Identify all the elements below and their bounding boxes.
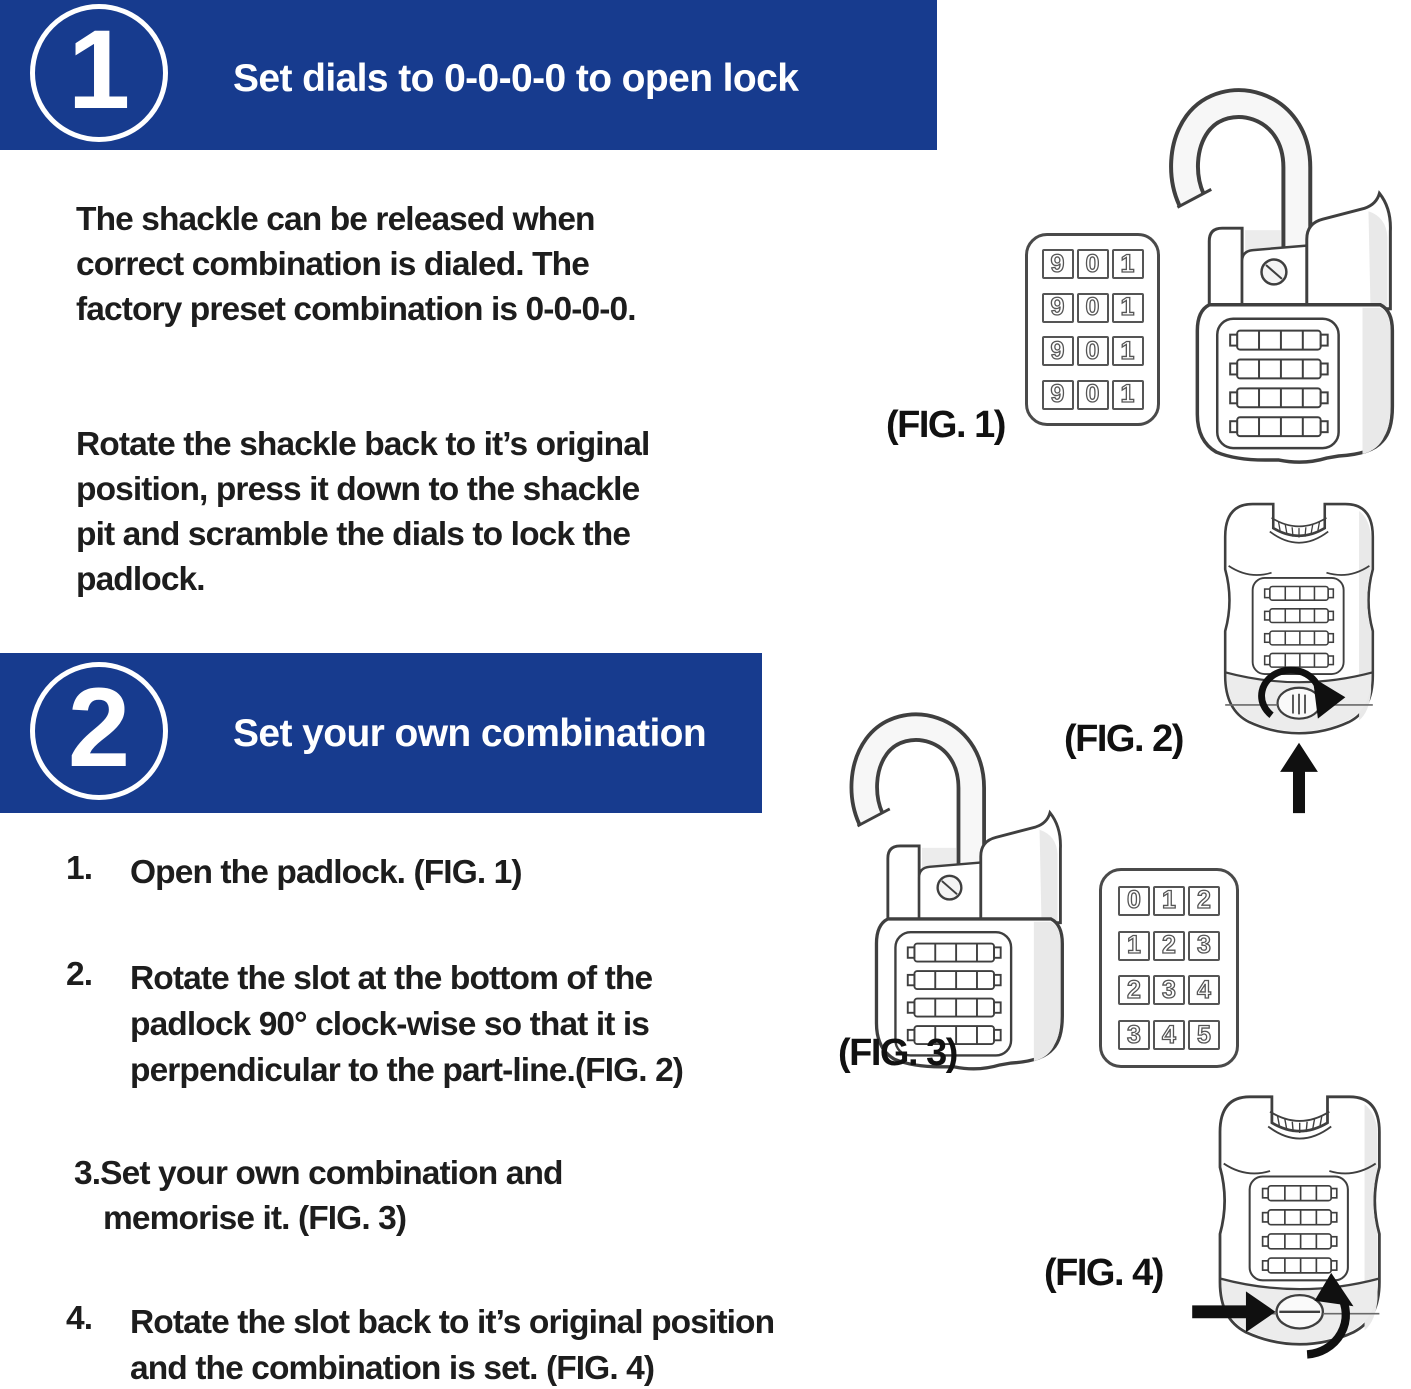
- dial-digit: 9: [1042, 293, 1074, 323]
- dial-row: [1118, 1020, 1220, 1050]
- step-2-marker: 2.: [66, 956, 93, 993]
- dial-detail-panel-fig1: [1025, 233, 1160, 426]
- open-padlock-figure-1: [1128, 66, 1400, 464]
- step-2-line-3: perpendicular to the part-line.(FIG. 2): [130, 1052, 684, 1089]
- bottom-view-padlock-figure-4: [1168, 1082, 1411, 1360]
- step-2-text: [130, 956, 683, 1094]
- section-1-number: 1: [67, 7, 131, 132]
- dial-digit: 9: [1042, 336, 1074, 366]
- dial-row: [1042, 336, 1144, 366]
- dial-digit: 1: [1112, 249, 1144, 279]
- fig-3-label: (FIG. 3): [838, 1032, 957, 1074]
- step-2-line-2: padlock 90° clock-wise so that it is: [130, 1006, 650, 1043]
- open-padlock-figure-3: [812, 684, 1068, 1078]
- step-1-marker: 1.: [66, 850, 93, 887]
- section-2-title: Set your own combination: [233, 712, 707, 755]
- intro-line-1: The shackle can be released when: [76, 201, 595, 238]
- dial-detail-panel-fig3: [1099, 868, 1239, 1068]
- section-1-number-badge: [30, 4, 168, 142]
- bottom-view-padlock-figure-2: [1196, 490, 1402, 822]
- step-1-line-1: Open the padlock. (FIG. 1): [130, 854, 522, 891]
- dial-digit: 9: [1042, 249, 1074, 279]
- fig-4-label: (FIG. 4): [1044, 1252, 1163, 1294]
- dial-row: [1042, 380, 1144, 410]
- fig-1-label: (FIG. 1): [886, 404, 1005, 446]
- dial-digit: 2: [1153, 931, 1185, 961]
- dial-digit: 4: [1188, 975, 1220, 1005]
- step-4-marker: 4.: [66, 1300, 93, 1337]
- dial-digit: 0: [1077, 336, 1109, 366]
- rotate-line-4: padlock.: [76, 561, 205, 598]
- step-3-text: [74, 1151, 563, 1241]
- rotate-line-2: position, press it down to the shackle: [76, 471, 640, 508]
- section-1-title: Set dials to 0-0-0-0 to open lock: [233, 57, 799, 100]
- dial-digit: 2: [1118, 975, 1150, 1005]
- intro-line-3: factory preset combination is 0-0-0-0.: [76, 291, 636, 328]
- dial-digit: 0: [1077, 380, 1109, 410]
- dial-digit: 0: [1077, 293, 1109, 323]
- dial-digit: 0: [1077, 249, 1109, 279]
- rotate-paragraph: [76, 422, 649, 602]
- step-3-line-2: memorise it. (FIG. 3): [103, 1200, 407, 1237]
- dial-digit: 3: [1118, 1020, 1150, 1050]
- step-2-line-1: Rotate the slot at the bottom of the: [130, 960, 653, 997]
- step-1-text: [130, 850, 522, 896]
- dial-row: [1042, 249, 1144, 279]
- section-2-number-badge: [30, 662, 168, 800]
- fig-2-label: (FIG. 2): [1064, 718, 1183, 760]
- dial-digit: 1: [1118, 931, 1150, 961]
- intro-line-2: correct combination is dialed. The: [76, 246, 589, 283]
- dial-digit: 0: [1118, 886, 1150, 916]
- intro-paragraph: [76, 197, 636, 332]
- dial-digit: 5: [1188, 1020, 1220, 1050]
- dial-digit: 1: [1153, 886, 1185, 916]
- step-3-line-1: 3.Set your own combination and: [74, 1155, 563, 1192]
- dial-digit: 1: [1112, 380, 1144, 410]
- step-4-text: [130, 1300, 774, 1389]
- up-arrow: [1280, 743, 1318, 813]
- rotate-line-1: Rotate the shackle back to it’s original: [76, 426, 650, 463]
- rotate-line-3: pit and scramble the dials to lock the: [76, 516, 631, 553]
- section-2-number: 2: [67, 665, 131, 790]
- dial-digit: 1: [1112, 336, 1144, 366]
- dial-row: [1118, 975, 1220, 1005]
- dial-digit: 4: [1153, 1020, 1185, 1050]
- dial-digit: 3: [1188, 931, 1220, 961]
- dial-digit: 3: [1153, 975, 1185, 1005]
- step-4-line-2: and the combination is set. (FIG. 4): [130, 1350, 655, 1387]
- dial-digit: 2: [1188, 886, 1220, 916]
- dial-row: [1118, 931, 1220, 961]
- dial-row: [1118, 886, 1220, 916]
- dial-row: [1042, 293, 1144, 323]
- step-4-line-1: Rotate the slot back to it’s original position: [130, 1304, 775, 1341]
- dial-digit: 1: [1112, 293, 1144, 323]
- dial-digit: 9: [1042, 380, 1074, 410]
